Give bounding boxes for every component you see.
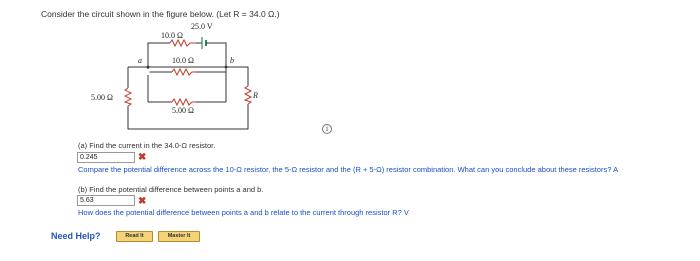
node-a-label: a [138, 56, 142, 65]
battery-label: 25.0 V [191, 22, 213, 31]
node-b-dot [225, 66, 228, 69]
info-icon[interactable]: i [322, 124, 332, 134]
left-resistor-label: 5.00 Ω [91, 93, 113, 102]
part-a-incorrect-icon: ✖ [138, 152, 147, 163]
circuit-wire-top-left [148, 43, 170, 67]
part-b-feedback: How does the potential difference between points a and b relate to the current through resistor R? V [78, 208, 409, 217]
problem-prompt: Consider the circuit shown in the figure below. (Let R = 34.0 Ω.) [41, 9, 280, 19]
part-b-incorrect-icon: ✖ [138, 196, 147, 207]
part-a-feedback: Compare the potential difference across the 10-Ω resistor, the 5-Ω resistor and the (R + 5-Ω) resistor combination. What can you conclude about these resistors? A [78, 165, 619, 174]
master-it-button[interactable]: Master It [158, 231, 200, 242]
circuit-wire-top-right [214, 43, 226, 67]
read-it-button[interactable]: Read It [116, 231, 153, 242]
right-resistor-label: R [253, 91, 258, 100]
middle-upper-resistor [172, 69, 196, 75]
part-b-answer-field[interactable]: 5.63 [77, 195, 135, 206]
top-resistor [170, 40, 196, 46]
need-help-label: Need Help? [51, 231, 101, 241]
middle-lower-resistor [172, 99, 196, 105]
battery [196, 37, 214, 49]
part-a-answer-field[interactable]: 0.245 [77, 152, 135, 163]
node-a-dot [147, 66, 150, 69]
part-a-question: (a) Find the current in the 34.0-Ω resistor. [78, 141, 216, 150]
middle-lower-resistor-label: 5.00 Ω [172, 106, 194, 115]
node-b-label: b [230, 56, 234, 65]
part-b-question: (b) Find the potential difference between points a and b. [78, 185, 264, 194]
circuit-wires-outer [128, 67, 248, 129]
middle-upper-resistor-label: 10.0 Ω [172, 56, 194, 65]
top-resistor-label: 10.0 Ω [161, 31, 183, 40]
